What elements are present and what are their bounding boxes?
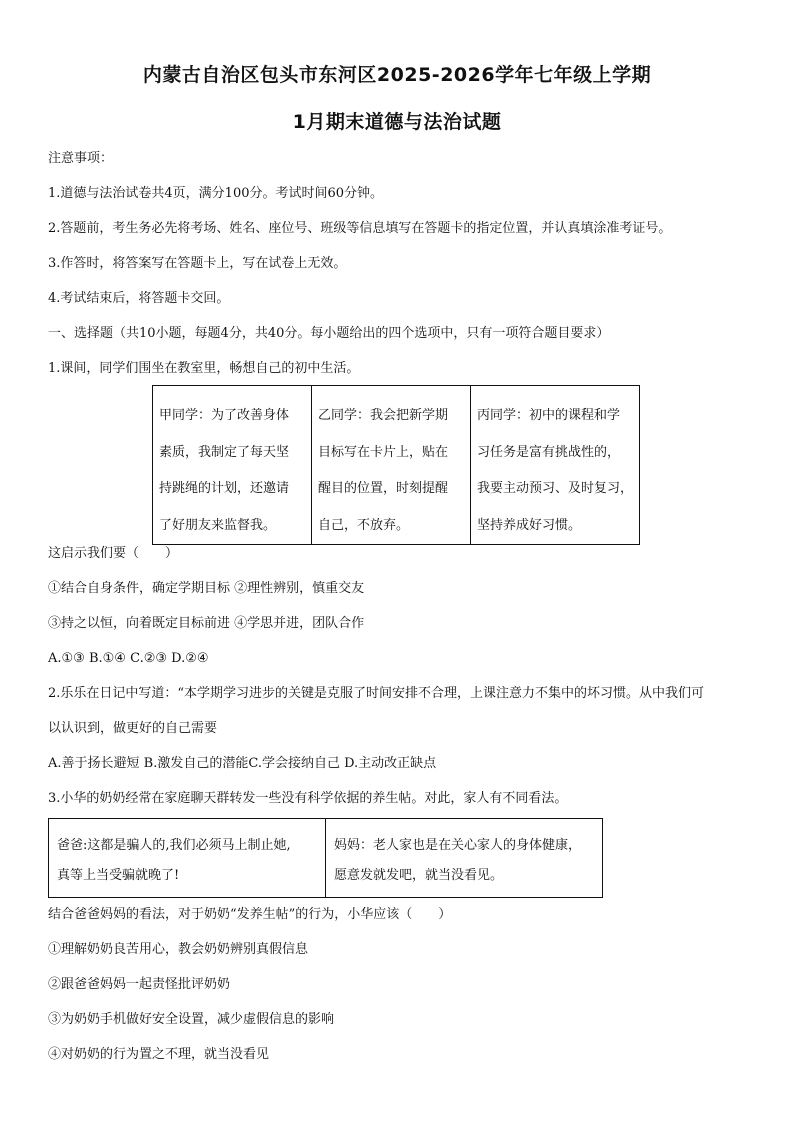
q1-cell-bing <box>471 386 640 545</box>
q3-cell-dad-line: 爸爸:这都是骗人的,我们必须马上制止她, <box>57 838 291 853</box>
q1-cell-yi <box>312 386 471 545</box>
q1-prompt: 这启示我们要（ ） <box>48 546 179 561</box>
q3-cell-mom <box>326 819 603 898</box>
q3-prompt: 结合爸爸妈妈的看法，对于奶奶“发养生帖”的行为，小华应该（ ） <box>48 907 452 922</box>
notice-heading: 注意事项： <box>48 151 114 166</box>
q3-parents-table <box>48 818 603 898</box>
q1-cell-bing-line: 习任务是富有挑战性的， <box>477 444 621 460</box>
q1-choices: A.①③ B.①④ C.②③ D.②④ <box>48 651 209 666</box>
notice-item-3: 3.作答时，将答案写在答题卡上，写在试卷上无效。 <box>48 256 347 271</box>
q1-cell-jia <box>153 386 312 545</box>
q1-cell-jia-line: 素质，我制定了每天坚 <box>159 444 290 460</box>
q1-cell-yi-line: 醒目的位置，时刻提醒 <box>318 481 449 496</box>
q1-student-table <box>152 385 640 545</box>
q3-cell-dad-line: 真等上当受骗就晚了! <box>57 868 180 883</box>
q1-cell-yi-line: 目标写在卡片上，贴在 <box>318 444 449 460</box>
q1-cell-yi-line: 自己，不放弃。 <box>318 517 410 533</box>
q3-cell-mom-line: 愿意发就发吧，就当没看见。 <box>334 868 504 883</box>
q3-option-2: ②跟爸爸妈妈一起责怪批评奶奶 <box>48 977 231 992</box>
q3-option-4: ④对奶奶的行为置之不理，就当没看见 <box>48 1047 270 1062</box>
q1-cell-yi-line: 乙同学：我会把新学期 <box>318 408 449 423</box>
q3-cell-dad <box>49 819 326 898</box>
q1-cell-jia-line: 了好朋友来监督我。 <box>159 517 277 533</box>
section-heading-choice: 一、选择题（共10小题，每题4分，共40分。每小题给出的四个选项中，只有一项符合题目要求） <box>48 326 610 341</box>
q3-option-1: ①理解奶奶良苦用心，教会奶奶辨别真假信息 <box>48 942 309 957</box>
exam-title-line1: 内蒙古自治区包头市东河区2025-2026学年七年级上学期 <box>142 64 652 86</box>
q1-cell-bing-line: 丙同学：初中的课程和学 <box>477 408 621 423</box>
q1-cell-jia-line: 持跳绳的计划，还邀请 <box>159 481 290 496</box>
q1-cell-jia-line: 甲同学：为了改善身体 <box>159 408 290 423</box>
q2-stem-line2: 以认识到，做更好的自己需要 <box>48 721 218 736</box>
q1-cell-bing-line: 我要主动预习、及时复习， <box>477 481 634 496</box>
q3-cell-mom-line: 妈妈：老人家也是在关心家人的身体健康， <box>334 838 582 853</box>
q1-options-line1: ①结合自身条件，确定学期目标 ②理性辨别，慎重交友 <box>48 581 365 596</box>
notice-item-2: 2.答题前，考生务必先将考场、姓名、座位号、班级等信息填写在答题卡的指定位置，并认真填涂准考证号。 <box>48 221 672 236</box>
q2-choices: A.善于扬长避短 B.激发自己的潜能C.学会接纳自己 D.主动改正缺点 <box>48 756 437 771</box>
q3-stem: 3.小华的奶奶经常在家庭聊天群转发一些没有科学依据的养生帖。对此，家人有不同看法。 <box>48 791 568 806</box>
notice-item-1: 1.道德与法治试卷共4页，满分100分。考试时间60分钟。 <box>48 186 384 201</box>
q1-stem: 1.课间，同学们围坐在教室里，畅想自己的初中生活。 <box>48 361 360 376</box>
notice-item-4: 4.考试结束后，将答题卡交回。 <box>48 291 230 306</box>
q3-option-3: ③为奶奶手机做好安全设置，减少虚假信息的影响 <box>48 1012 335 1027</box>
q2-stem-line1: 2.乐乐在日记中写道：“本学期学习进步的关键是克服了时间安排不合理，上课注意力不集中的坏习惯。从中我们可 <box>48 686 705 701</box>
exam-title-line2: 1月期末道德与法治试题 <box>292 111 502 133</box>
q1-options-line2: ③持之以恒，向着既定目标前进 ④学思并进，团队合作 <box>48 616 365 631</box>
q1-cell-bing-line: 坚持养成好习惯。 <box>477 517 582 533</box>
